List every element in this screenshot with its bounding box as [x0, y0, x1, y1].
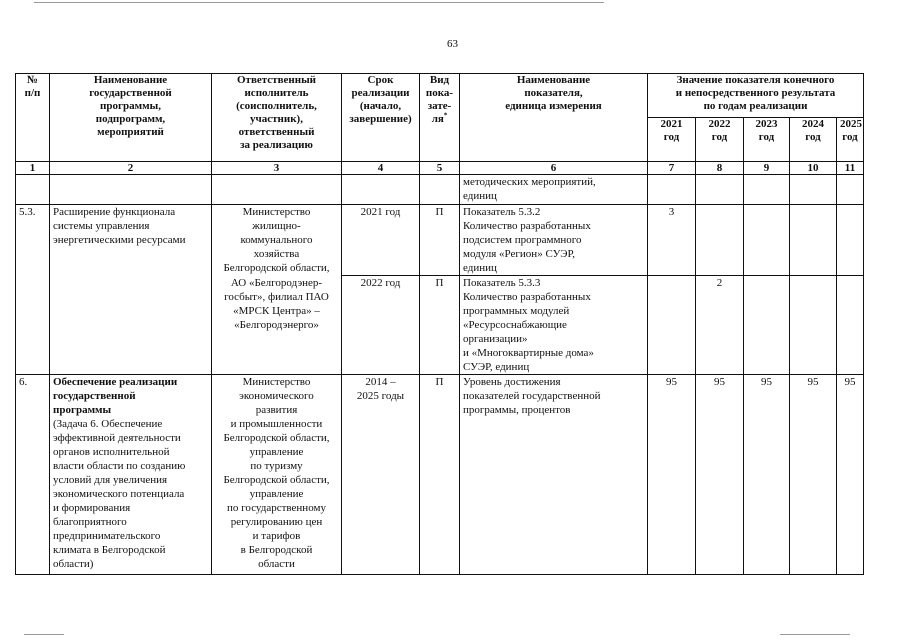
text-line: Наименование	[93, 74, 168, 86]
text-line: Показатель 5.3.3	[463, 277, 541, 289]
text-line: показателей государственной	[463, 390, 601, 402]
text-line: (соисполнитель,	[236, 100, 317, 112]
table-row	[16, 375, 864, 575]
responsible-cell	[212, 205, 342, 276]
text-line: программы	[53, 404, 112, 416]
text-line: единица измерения	[505, 100, 602, 112]
value-2022: 95	[696, 375, 744, 575]
text-line: области	[258, 558, 295, 570]
header-indicator-name	[460, 74, 648, 162]
text-line: Срок	[367, 74, 394, 86]
indicator-cell	[460, 175, 648, 205]
text-line: (Задача 6. Обеспечение	[53, 418, 163, 430]
text-line: год	[758, 131, 775, 143]
text-line: энергетическими ресурсами	[53, 234, 186, 246]
text-line: завершение)	[349, 113, 412, 125]
kind-cell: П	[420, 205, 460, 276]
value-2023	[744, 276, 790, 375]
text-line: благоприятного	[53, 516, 127, 528]
scan-edge-bottom-left	[24, 634, 64, 635]
text-line: 2025 годы	[356, 390, 405, 402]
text-line: 2025	[840, 118, 862, 130]
value-2022	[696, 205, 744, 276]
text-line: «МРСК Центра» –	[233, 304, 320, 317]
column-number: 1	[16, 162, 50, 175]
text-line: и непосредственного результата	[675, 87, 836, 99]
text-line: Министерство	[242, 376, 311, 388]
text-line: хозяйства	[253, 248, 300, 260]
text-line: власти области по созданию	[53, 460, 186, 472]
text-line: Уровень достижения	[463, 376, 561, 388]
text-line: Показатель 5.3.2	[463, 206, 541, 218]
text-line: коммунального	[240, 234, 313, 246]
kind-cell: П	[420, 276, 460, 375]
text-line: год	[663, 131, 680, 143]
text-line: ля*	[431, 111, 448, 125]
text-line: в Белгородской	[240, 544, 313, 556]
text-line: предпринимательского	[53, 530, 161, 542]
column-number: 8	[696, 162, 744, 175]
text-line: АО «Белгородэнер-	[230, 276, 323, 289]
text-line: пока-	[425, 87, 454, 99]
text-line: модуля «Регион» СУЭР,	[463, 248, 576, 260]
text-line: Количество разработанных	[463, 291, 591, 303]
header-year-2024	[790, 118, 837, 162]
scan-edge-bottom-right	[780, 634, 850, 635]
text-line: 2021	[660, 118, 683, 130]
text-line: год	[842, 131, 858, 143]
text-line: области)	[53, 558, 94, 570]
indicator-cell	[460, 205, 648, 276]
text-line: и промышленности	[230, 418, 323, 430]
text-line: год	[805, 131, 821, 143]
text-line: условий для увеличения	[53, 474, 168, 486]
text-line: по государственному	[227, 502, 326, 514]
text-line: мероприятий	[97, 126, 164, 138]
program-name-task	[53, 417, 208, 571]
value-2023	[744, 205, 790, 276]
text-line: регулированию цен	[230, 516, 323, 528]
text-line: Министерство	[242, 206, 311, 218]
text-line: государственной	[53, 390, 136, 402]
text-line: госбыт», филиал ПАО	[224, 290, 329, 303]
text-line: программы,	[100, 100, 161, 112]
column-number: 4	[342, 162, 420, 175]
text-line: и тарифов	[252, 530, 301, 542]
term-cell: 2021 год	[342, 205, 420, 276]
text-line: Белгородской области,	[223, 474, 330, 486]
value-2025	[837, 276, 864, 375]
text-line: «Ресурсоснабжающие	[463, 319, 567, 331]
column-number: 5	[420, 162, 460, 175]
value-2021: 3	[648, 205, 696, 276]
header-values-group	[648, 74, 864, 118]
text-line: программных модулей	[463, 305, 570, 317]
column-number: 2	[50, 162, 212, 175]
text-line: год	[711, 131, 728, 143]
text-line: жилищно-	[252, 220, 301, 232]
text-line: ответственный	[238, 126, 315, 138]
text-line: СУЭР, единиц	[463, 361, 530, 373]
value-2024: 95	[790, 375, 837, 575]
text-line: показателя,	[524, 87, 583, 99]
indicator-cell	[460, 375, 648, 575]
program-table	[15, 73, 864, 575]
table-row	[16, 205, 864, 276]
value-2021: 95	[648, 375, 696, 575]
value-2023: 95	[744, 375, 790, 575]
value-2022: 2	[696, 276, 744, 375]
column-number: 11	[837, 162, 864, 175]
text-line: эффективной деятельности	[53, 432, 181, 444]
text-line: Количество разработанных	[463, 220, 591, 232]
text-line: организации»	[463, 333, 528, 345]
text-line: Расширение функционала	[53, 206, 176, 218]
value-2021	[648, 276, 696, 375]
text-line: Белгородской области,	[223, 262, 330, 274]
value-2025	[837, 205, 864, 276]
text-line: №	[26, 74, 39, 86]
scan-edge-top	[34, 2, 604, 3]
text-line: органов исполнительной	[53, 446, 170, 458]
text-line: и формирования	[53, 502, 131, 514]
text-line: единиц	[463, 190, 497, 202]
text-line: системы управления	[53, 220, 150, 232]
text-line: 2022	[708, 118, 731, 130]
column-number: 7	[648, 162, 696, 175]
column-number: 3	[212, 162, 342, 175]
text-line: развития	[255, 404, 298, 416]
text-line: по годам реализации	[703, 100, 808, 112]
column-number: 6	[460, 162, 648, 175]
text-line: Ответственный	[236, 74, 317, 86]
row-number: 5.3.	[16, 205, 50, 375]
text-line: за реализацию	[240, 139, 313, 151]
header-indicator-kind	[420, 74, 460, 162]
responsible-cell	[212, 375, 342, 575]
column-number-row	[16, 162, 864, 175]
header-number	[16, 74, 50, 162]
text-line: Наименование	[516, 74, 591, 86]
text-line: участник),	[250, 113, 303, 125]
text-line: Белгородской области,	[223, 432, 330, 444]
column-number: 10	[790, 162, 837, 175]
text-line: подсистем программного	[463, 234, 582, 246]
header-term	[342, 74, 420, 162]
value-2025: 95	[837, 375, 864, 575]
header-year-2021	[648, 118, 696, 162]
text-line: 2024	[802, 118, 824, 130]
text-line: 2023	[755, 118, 778, 130]
text-line: по туризму	[250, 460, 303, 472]
footnote-mark: *	[443, 111, 448, 120]
text-line: программы, процентов	[463, 404, 571, 416]
value-2024	[790, 205, 837, 276]
text-line: единиц	[463, 262, 497, 274]
text-line: Значение показателя конечного	[676, 74, 835, 86]
page-number: 63	[447, 38, 458, 50]
text-line: исполнитель	[244, 87, 309, 99]
text-line: п/п	[24, 87, 41, 99]
program-name-title	[53, 375, 208, 417]
text-line: климата в Белгородской	[53, 544, 166, 556]
text-line: реализации	[351, 87, 410, 99]
term-cell: 2022 год	[342, 276, 420, 375]
text-line: 2014 –	[365, 376, 396, 388]
text-line: управление	[249, 446, 304, 458]
text-line: и «Многоквартирные дома»	[463, 347, 594, 359]
table-row	[16, 175, 864, 205]
text-line: «Белгородэнерго»	[234, 318, 319, 331]
text-line: методических мероприятий,	[463, 176, 596, 188]
program-name	[50, 205, 212, 375]
program-name	[50, 375, 212, 575]
text-line: Вид	[429, 74, 450, 86]
text-line: экономического	[239, 390, 314, 402]
text-line: государственной	[89, 87, 172, 99]
header-year-2025	[837, 118, 864, 162]
text-line: подпрограмм,	[95, 113, 166, 125]
column-number: 9	[744, 162, 790, 175]
text-line: (начало,	[359, 100, 402, 112]
term-cell	[342, 375, 420, 575]
text-line: экономического потенциала	[53, 488, 185, 500]
value-2024	[790, 276, 837, 375]
text-line: зате-	[427, 100, 452, 112]
header-year-2023	[744, 118, 790, 162]
text-line: управление	[249, 488, 304, 500]
header-responsible	[212, 74, 342, 162]
header-program-name	[50, 74, 212, 162]
responsible-cell	[212, 276, 342, 375]
kind-cell: П	[420, 375, 460, 575]
text-line: Обеспечение реализации	[53, 376, 178, 388]
header-year-2022	[696, 118, 744, 162]
indicator-cell	[460, 276, 648, 375]
row-number: 6.	[16, 375, 50, 575]
